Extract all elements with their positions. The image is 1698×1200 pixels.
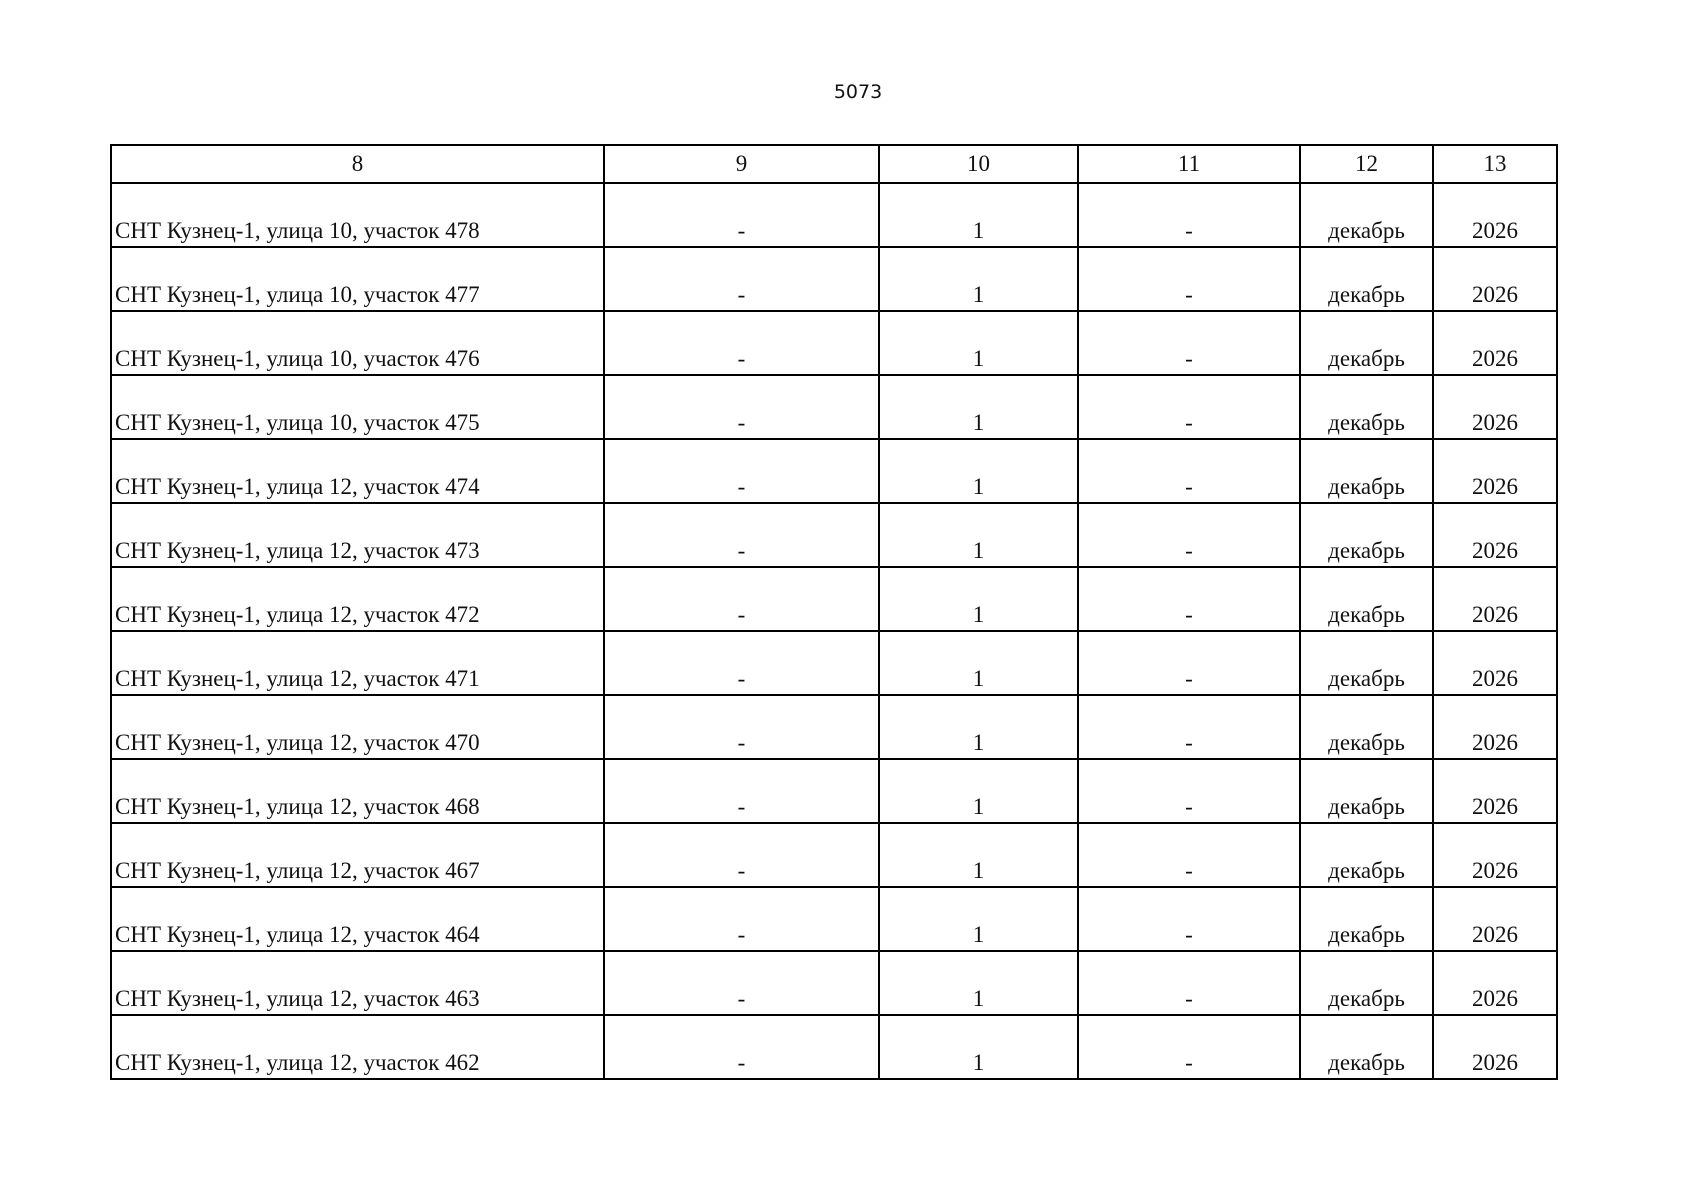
col11-cell: -: [1078, 375, 1300, 439]
year-cell: 2026: [1433, 503, 1557, 567]
year-cell: 2026: [1433, 823, 1557, 887]
month-cell: декабрь: [1300, 183, 1433, 247]
month-cell: декабрь: [1300, 759, 1433, 823]
table-row: [111, 823, 1557, 887]
year-cell: 2026: [1433, 375, 1557, 439]
month-cell: декабрь: [1300, 439, 1433, 503]
table-row: [111, 375, 1557, 439]
address-cell: СНТ Кузнец-1, улица 12, участок 468: [111, 759, 604, 823]
col11-cell: -: [1078, 887, 1300, 951]
year-cell: 2026: [1433, 311, 1557, 375]
col9-cell: -: [604, 1015, 879, 1079]
col10-cell: 1: [879, 887, 1078, 951]
col9-cell: -: [604, 887, 879, 951]
address-cell: СНТ Кузнец-1, улица 12, участок 472: [111, 567, 604, 631]
col10-cell: 1: [879, 503, 1078, 567]
month-cell: декабрь: [1300, 823, 1433, 887]
col9-cell: -: [604, 503, 879, 567]
col11-cell: -: [1078, 503, 1300, 567]
column-header: 11: [1078, 145, 1300, 183]
table-row: [111, 1015, 1557, 1079]
col10-cell: 1: [879, 439, 1078, 503]
col11-cell: -: [1078, 567, 1300, 631]
year-cell: 2026: [1433, 1015, 1557, 1079]
col9-cell: -: [604, 375, 879, 439]
col9-cell: -: [604, 247, 879, 311]
column-header: 13: [1433, 145, 1557, 183]
col11-cell: -: [1078, 1015, 1300, 1079]
table-body: [111, 183, 1557, 1079]
address-cell: СНТ Кузнец-1, улица 12, участок 471: [111, 631, 604, 695]
column-header: 10: [879, 145, 1078, 183]
table-row: [111, 567, 1557, 631]
address-cell: СНТ Кузнец-1, улица 12, участок 467: [111, 823, 604, 887]
month-cell: декабрь: [1300, 311, 1433, 375]
col10-cell: 1: [879, 823, 1078, 887]
col9-cell: -: [604, 951, 879, 1015]
col9-cell: -: [604, 183, 879, 247]
address-cell: СНТ Кузнец-1, улица 12, участок 470: [111, 695, 604, 759]
col11-cell: -: [1078, 311, 1300, 375]
column-header: 8: [111, 145, 604, 183]
table-row: [111, 695, 1557, 759]
table-header-row: [111, 145, 1557, 183]
col10-cell: 1: [879, 631, 1078, 695]
table-row: [111, 887, 1557, 951]
table-row: [111, 439, 1557, 503]
table-row: [111, 631, 1557, 695]
address-cell: СНТ Кузнец-1, улица 10, участок 476: [111, 311, 604, 375]
address-cell: СНТ Кузнец-1, улица 12, участок 473: [111, 503, 604, 567]
table-row: [111, 183, 1557, 247]
address-cell: СНТ Кузнец-1, улица 10, участок 475: [111, 375, 604, 439]
col10-cell: 1: [879, 375, 1078, 439]
col10-cell: 1: [879, 759, 1078, 823]
table-row: [111, 247, 1557, 311]
month-cell: декабрь: [1300, 503, 1433, 567]
col11-cell: -: [1078, 759, 1300, 823]
month-cell: декабрь: [1300, 1015, 1433, 1079]
col11-cell: -: [1078, 695, 1300, 759]
year-cell: 2026: [1433, 567, 1557, 631]
col10-cell: 1: [879, 951, 1078, 1015]
col9-cell: -: [604, 567, 879, 631]
col9-cell: -: [604, 695, 879, 759]
col9-cell: -: [604, 631, 879, 695]
address-cell: СНТ Кузнец-1, улица 10, участок 477: [111, 247, 604, 311]
col11-cell: -: [1078, 951, 1300, 1015]
year-cell: 2026: [1433, 247, 1557, 311]
address-cell: СНТ Кузнец-1, улица 12, участок 462: [111, 1015, 604, 1079]
column-header: 12: [1300, 145, 1433, 183]
year-cell: 2026: [1433, 695, 1557, 759]
year-cell: 2026: [1433, 183, 1557, 247]
address-cell: СНТ Кузнец-1, улица 12, участок 474: [111, 439, 604, 503]
col9-cell: -: [604, 823, 879, 887]
col10-cell: 1: [879, 567, 1078, 631]
month-cell: декабрь: [1300, 631, 1433, 695]
col11-cell: -: [1078, 631, 1300, 695]
address-cell: СНТ Кузнец-1, улица 12, участок 463: [111, 951, 604, 1015]
table-row: [111, 759, 1557, 823]
month-cell: декабрь: [1300, 247, 1433, 311]
col9-cell: -: [604, 439, 879, 503]
year-cell: 2026: [1433, 631, 1557, 695]
address-cell: СНТ Кузнец-1, улица 10, участок 478: [111, 183, 604, 247]
month-cell: декабрь: [1300, 567, 1433, 631]
col11-cell: -: [1078, 183, 1300, 247]
table-row: [111, 951, 1557, 1015]
col9-cell: -: [604, 311, 879, 375]
month-cell: декабрь: [1300, 695, 1433, 759]
data-table: [110, 144, 1558, 1080]
month-cell: декабрь: [1300, 951, 1433, 1015]
col11-cell: -: [1078, 247, 1300, 311]
year-cell: 2026: [1433, 951, 1557, 1015]
col10-cell: 1: [879, 183, 1078, 247]
year-cell: 2026: [1433, 439, 1557, 503]
address-cell: СНТ Кузнец-1, улица 12, участок 464: [111, 887, 604, 951]
col10-cell: 1: [879, 695, 1078, 759]
column-header: 9: [604, 145, 879, 183]
year-cell: 2026: [1433, 759, 1557, 823]
col10-cell: 1: [879, 311, 1078, 375]
col10-cell: 1: [879, 1015, 1078, 1079]
table-row: [111, 503, 1557, 567]
col9-cell: -: [604, 759, 879, 823]
month-cell: декабрь: [1300, 375, 1433, 439]
month-cell: декабрь: [1300, 887, 1433, 951]
col11-cell: -: [1078, 439, 1300, 503]
col10-cell: 1: [879, 247, 1078, 311]
table-row: [111, 311, 1557, 375]
year-cell: 2026: [1433, 887, 1557, 951]
col11-cell: -: [1078, 823, 1300, 887]
page-number: 5073: [833, 81, 883, 103]
